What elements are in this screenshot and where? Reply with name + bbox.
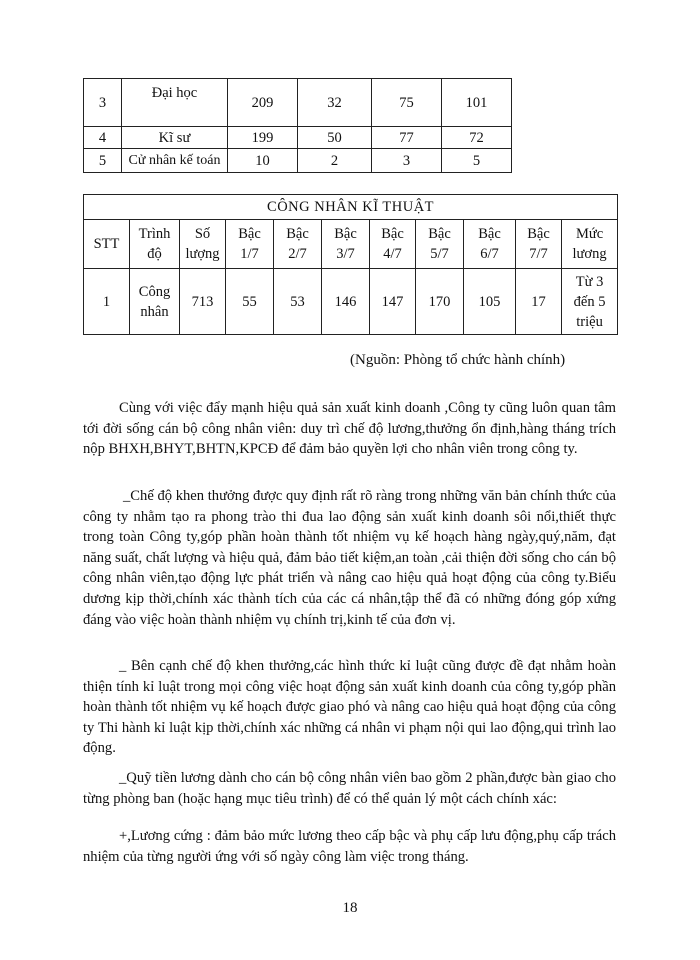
cell-value: 75 [372,79,442,127]
cell-value: 3 [372,149,442,173]
header-trinh-do: Trình độ [130,220,180,269]
header-bac-4: Bậc 4/7 [370,220,416,269]
header-stt: STT [84,220,130,269]
table-caption: CÔNG NHÂN KĨ THUẬT [84,195,618,220]
paragraph: _Chế độ khen thưởng được quy định rất rõ ràng trong những văn bản chính thức của công ty nhằm tạo ra phong trào thi đua lao động sản xuất kinh doanh sôi nổi,thiết thực trong toàn Công ty,góp phần hoàn thành tốt nhiệm vụ kế hoạch hàng ngày,quý,năm, đạt năng suất, chất lượng và hiệu quả, đảm bảo tiết kiệm,an toàn ,cải thiện đời sống cho cán bộ công nhân viên,tạo động lực phát triển và nâng cao hiệu quả hoạt động của công ty.Biểu dương kịp thời,chính xác thành tích của các cá nhân,tập thể đã có những đóng góp xứng đáng vào việc hoàn thành nhiệm vụ chính trị,kinh tế của đơn vị. [83,488,616,628]
caption-row [84,195,618,220]
cell-bac-5: 170 [416,269,464,335]
cell-level: Đại học [122,79,228,127]
cell-bac-7: 17 [516,269,562,335]
table-row [84,79,512,127]
cell-value: 2 [298,149,372,173]
cell-bac-4: 147 [370,269,416,335]
header-muc-luong: Mức lương [562,220,618,269]
cell-stt: 1 [84,269,130,335]
cell-bac-2: 53 [274,269,322,335]
cell-level: Cử nhân kế toán [122,149,228,173]
cell-trinh-do: Công nhân [130,269,180,335]
page-number: 18 [342,900,358,916]
header-bac-5: Bậc 5/7 [416,220,464,269]
paragraph: _Quỹ tiền lương dành cho cán bộ công nhân viên bao gồm 2 phần,được bàn giao cho từng phòng ban (hoặc hạng mục tiêu trình) để có thể quản lý một cách chính xác: [83,770,616,807]
cell-value: 10 [228,149,298,173]
cell-value: 101 [442,79,512,127]
header-row [84,220,618,269]
paragraph: Cùng với việc đẩy mạnh hiệu quả sản xuất kinh doanh ,Công ty cũng luôn quan tâm tới đời sống cán bộ công nhân viên: duy trì chế độ lương,thưởng ổn định,hàng tháng trích nộp BHXH,BHYT,BHTN,KPCĐ để đảm bảo quyền lợi cho nhân viên trong công ty. [83,400,616,458]
cell-value: 209 [228,79,298,127]
cell-stt: 4 [84,127,122,149]
header-so-luong: Số lượng [180,220,226,269]
table-row [84,269,618,335]
cell-value: 199 [228,127,298,149]
header-bac-3: Bậc 3/7 [322,220,370,269]
table-row [84,127,512,149]
cell-bac-6: 105 [464,269,516,335]
cell-so-luong: 713 [180,269,226,335]
table-row [84,149,512,173]
technical-workers-table [83,194,618,335]
source-note: (Nguồn: Phòng tổ chức hành chính) [350,352,566,368]
cell-stt: 5 [84,149,122,173]
cell-muc-luong: Từ 3 đến 5 triệu [562,269,618,335]
cell-value: 32 [298,79,372,127]
header-bac-7: Bậc 7/7 [516,220,562,269]
header-bac-1: Bậc 1/7 [226,220,274,269]
cell-value: 72 [442,127,512,149]
paragraph: _ Bên cạnh chế độ khen thưởng,các hình thức kỉ luật cũng được đề đạt nhằm hoàn thiện tính kỉ luật trong mọi công việc hoạt động sản xuất kinh doanh của công ty,góp phần hoàn thành tốt nhiệm vụ kế hoạch được giao phó và nâng cao hiệu quả hoạt động của công ty Thi hành kỉ luật kịp thời,chính xác những cá nhân vi phạm nội qui lao động,qui trình lao động. [83,658,616,757]
cell-bac-3: 146 [322,269,370,335]
header-bac-6: Bậc 6/7 [464,220,516,269]
cell-value: 5 [442,149,512,173]
paragraph: +,Lương cứng : đảm bảo mức lương theo cấp bậc và phụ cấp lưu động,phụ cấp trách nhiệm của từng người ứng với số ngày công làm việc trong tháng. [83,828,616,865]
cell-level: Kĩ sư [122,127,228,149]
cell-value: 50 [298,127,372,149]
cell-value: 77 [372,127,442,149]
header-bac-2: Bậc 2/7 [274,220,322,269]
cell-stt: 3 [84,79,122,127]
staff-table [83,78,512,173]
cell-bac-1: 55 [226,269,274,335]
